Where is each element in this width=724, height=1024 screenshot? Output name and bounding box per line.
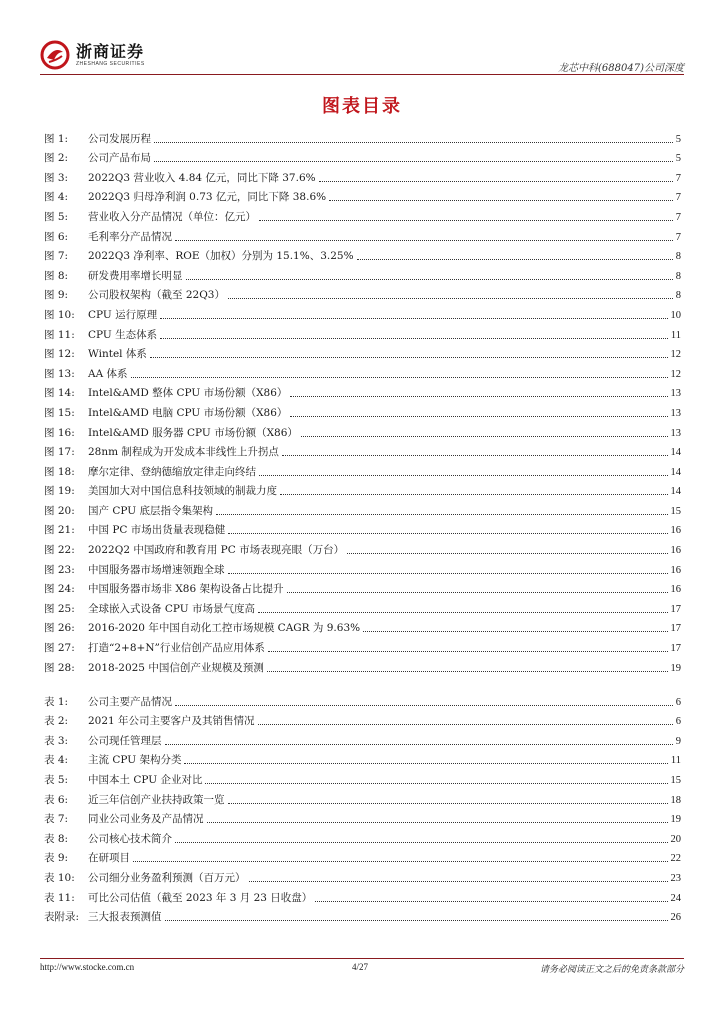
toc-entry-page: 20 <box>670 833 681 845</box>
toc-entry-title: Intel&AMD 整体 CPU 市场份额（X86） <box>88 387 288 400</box>
toc-entry-title: 公司现任管理层 <box>88 734 162 747</box>
toc-entry-title: 毛利率分产品情况 <box>88 230 172 243</box>
toc-entry-label: 图 13: <box>44 367 75 380</box>
page-title: 图表目录 <box>322 96 402 117</box>
toc-entry[interactable] <box>44 283 681 303</box>
toc-entry[interactable] <box>44 263 681 283</box>
toc-leader-dots <box>228 298 673 299</box>
toc-entry[interactable] <box>44 146 681 166</box>
toc-entry-label: 图 21: <box>44 524 75 537</box>
toc-entry-label: 图 12: <box>44 348 75 361</box>
toc-entry[interactable] <box>44 185 681 205</box>
toc-entry-title: 同业公司业务及产品情况 <box>88 813 204 826</box>
toc-leader-dots <box>165 920 668 921</box>
toc-entry-page: 19 <box>670 662 681 674</box>
toc-leader-dots <box>347 553 667 554</box>
toc-leader-dots <box>258 612 668 613</box>
toc-leader-dots <box>160 318 667 319</box>
zheshang-logo-icon <box>40 40 70 70</box>
toc-entry-title: CPU 生态体系 <box>88 328 158 341</box>
toc-entry-label: 表 5: <box>44 773 69 786</box>
toc-entry-label: 表 4: <box>44 754 69 767</box>
toc-entry-title: 营业收入分产品情况（单位：亿元） <box>88 210 256 223</box>
toc-leader-dots <box>287 592 668 593</box>
toc-entry-label: 图 24: <box>44 583 75 596</box>
toc-entry-title: 2022Q3 营业收入 4.84 亿元，同比下降 37.6% <box>88 171 316 184</box>
tables-toc <box>44 689 681 924</box>
toc-entry-label: 表 8: <box>44 832 69 845</box>
toc-entry-label: 图 14: <box>44 387 75 400</box>
toc-leader-dots <box>160 338 668 339</box>
toc-entry[interactable] <box>44 165 681 185</box>
toc-entry-label: 图 22: <box>44 544 75 557</box>
toc-entry-label: 图 18: <box>44 465 75 478</box>
toc-entry[interactable] <box>44 126 681 146</box>
toc-entry-title: 研发费用率增长明显 <box>88 269 183 282</box>
toc-entry-title: Intel&AMD 服务器 CPU 市场份额（X86） <box>88 426 298 439</box>
footer-url[interactable]: http://www.stocke.com.cn <box>40 962 135 972</box>
toc-leader-dots <box>150 357 668 358</box>
company-logo <box>40 40 145 70</box>
toc-entry-title: 美国加大对中国信息科技领域的制裁力度 <box>88 485 277 498</box>
toc-entry-title: 2022Q3 净利率、ROE（加权）分别为 15.1%、3.25% <box>88 250 354 263</box>
logo-chinese-name: 浙商证券 <box>76 41 145 61</box>
toc-entry[interactable] <box>44 885 681 905</box>
toc-entry-label: 表 11: <box>44 891 75 904</box>
toc-entry[interactable] <box>44 381 681 401</box>
toc-entry-label: 图 9: <box>44 289 69 302</box>
toc-entry-label: 图 8: <box>44 269 69 282</box>
toc-leader-dots <box>175 240 673 241</box>
toc-entry-title: 三大报表预测值 <box>88 911 162 924</box>
toc-entry-label: 图 1: <box>44 132 69 145</box>
toc-entry-page: 5 <box>675 133 681 145</box>
toc-entry[interactable] <box>44 244 681 264</box>
document-label: 龙芯中科(688047)公司深度 <box>558 63 684 74</box>
toc-entry[interactable] <box>44 655 681 675</box>
toc-entry-title: 公司股权架构（截至 22Q3） <box>88 289 225 302</box>
toc-leader-dots <box>259 220 673 221</box>
toc-entry-title: 公司主要产品情况 <box>88 695 172 708</box>
page-header <box>40 40 684 80</box>
toc-entry[interactable] <box>44 748 681 768</box>
toc-entry[interactable] <box>44 826 681 846</box>
toc-entry-label: 图 20: <box>44 504 75 517</box>
toc-entry-title: 公司发展历程 <box>88 132 151 145</box>
toc-entry-title: 中国本土 CPU 企业对比 <box>88 773 203 786</box>
toc-entry-page: 10 <box>670 309 681 321</box>
toc-entry-title: 在研项目 <box>88 852 130 865</box>
toc-leader-dots <box>315 901 667 902</box>
toc-entry-title: 中国服务器市场非 X86 架构设备占比提升 <box>88 583 284 596</box>
toc-leader-dots <box>290 396 667 397</box>
toc-entry-label: 图 11: <box>44 328 75 341</box>
toc-leader-dots <box>175 705 673 706</box>
toc-entry-title: 2022Q3 归母净利润 0.73 亿元，同比下降 38.6% <box>88 191 327 204</box>
toc-entry-label: 图 6: <box>44 230 69 243</box>
toc-leader-dots <box>228 533 667 534</box>
toc-entry[interactable] <box>44 224 681 244</box>
toc-leader-dots <box>205 783 667 784</box>
toc-entry[interactable] <box>44 322 681 342</box>
toc-entry-page: 8 <box>675 251 681 263</box>
toc-entry[interactable] <box>44 767 681 787</box>
toc-entry-label: 图 17: <box>44 446 75 459</box>
toc-leader-dots <box>290 416 667 417</box>
toc-leader-dots <box>228 803 668 804</box>
toc-entry-title: 中国服务器市场增速领跑全球 <box>88 563 225 576</box>
toc-entry-label: 表 7: <box>44 813 69 826</box>
toc-entry-title: 中国 PC 市场出货量表现稳健 <box>88 524 226 537</box>
toc-entry[interactable] <box>44 846 681 866</box>
toc-entry-title: 2022Q2 中国政府和教育用 PC 市场表现亮眼（万台） <box>88 544 345 557</box>
toc-entry-page: 6 <box>675 696 681 708</box>
toc-entry-page: 11 <box>670 329 681 341</box>
toc-entry-label: 图 15: <box>44 406 75 419</box>
toc-entry-page: 12 <box>670 349 681 361</box>
toc-entry-page: 22 <box>670 853 681 865</box>
toc-entry-page: 5 <box>675 153 681 165</box>
toc-entry-title: AA 体系 <box>88 367 128 380</box>
toc-entry-label: 图 28: <box>44 661 75 674</box>
toc-entry-page: 17 <box>670 603 681 615</box>
toc-entry[interactable] <box>44 787 681 807</box>
toc-entry-page: 16 <box>670 564 681 576</box>
toc-entry[interactable] <box>44 498 681 518</box>
toc-entry[interactable] <box>44 361 681 381</box>
toc-entry-page: 11 <box>670 755 681 767</box>
toc-entry-title: 可比公司估值（截至 2023 年 3 月 23 日收盘） <box>88 891 313 904</box>
toc-entry-title: 2016-2020 年中国自动化工控市场规模 CAGR 为 9.63% <box>88 622 361 635</box>
toc-entry[interactable] <box>44 807 681 827</box>
toc-entry[interactable] <box>44 577 681 597</box>
toc-leader-dots <box>249 881 668 882</box>
toc-entry-page: 13 <box>670 407 681 419</box>
toc-entry-page: 15 <box>670 774 681 786</box>
toc-entry[interactable] <box>44 479 681 499</box>
toc-leader-dots <box>329 200 673 201</box>
toc-leader-dots <box>363 631 667 632</box>
toc-entry-label: 图 4: <box>44 191 69 204</box>
toc-entry-label: 图 26: <box>44 622 75 635</box>
toc-leader-dots <box>280 494 668 495</box>
toc-entry[interactable] <box>44 204 681 224</box>
toc-entry-label: 图 23: <box>44 563 75 576</box>
figures-toc <box>44 126 681 675</box>
toc-entry[interactable] <box>44 420 681 440</box>
toc-entry[interactable] <box>44 537 681 557</box>
toc-leader-dots <box>301 436 668 437</box>
toc-entry[interactable] <box>44 518 681 538</box>
toc-entry-title: 公司核心技术简介 <box>88 832 172 845</box>
toc-entry-label: 图 27: <box>44 642 75 655</box>
toc-entry-page: 26 <box>670 912 681 924</box>
toc-entry-page: 14 <box>670 486 681 498</box>
toc-entry-page: 16 <box>670 584 681 596</box>
toc-entry-title: 全球嵌入式设备 CPU 市场景气度高 <box>88 602 255 615</box>
toc-entry[interactable] <box>44 635 681 655</box>
toc-entry[interactable] <box>44 342 681 362</box>
toc-entry-page: 13 <box>670 427 681 439</box>
toc-entry-page: 17 <box>670 643 681 655</box>
toc-entry-page: 13 <box>670 388 681 400</box>
toc-entry-title: CPU 运行原理 <box>88 308 158 321</box>
toc-entry-label: 图 19: <box>44 485 75 498</box>
toc-entry-title: 国产 CPU 底层指令集架构 <box>88 504 213 517</box>
toc-leader-dots <box>259 475 668 476</box>
toc-entry-title: 2021 年公司主要客户及其销售情况 <box>88 715 255 728</box>
toc-entry-page: 6 <box>675 716 681 728</box>
toc-entry-page: 7 <box>675 192 681 204</box>
toc-entry[interactable] <box>44 596 681 616</box>
toc-entry[interactable] <box>44 557 681 577</box>
toc-entry-label: 表 2: <box>44 715 69 728</box>
toc-leader-dots <box>319 181 673 182</box>
toc-leader-dots <box>207 822 668 823</box>
toc-entry[interactable] <box>44 616 681 636</box>
toc-leader-dots <box>268 651 668 652</box>
toc-entry-page: 7 <box>675 231 681 243</box>
header-divider <box>40 74 684 75</box>
toc-entry-page: 14 <box>670 466 681 478</box>
toc-leader-dots <box>165 744 673 745</box>
toc-entry-title: 28nm 制程成为开发成本非线性上升拐点 <box>88 446 279 459</box>
toc-leader-dots <box>357 259 673 260</box>
toc-entry[interactable] <box>44 905 681 925</box>
toc-entry-label: 图 5: <box>44 210 69 223</box>
toc-leader-dots <box>131 377 668 378</box>
toc-entry-page: 24 <box>670 892 681 904</box>
toc-leader-dots <box>184 763 667 764</box>
toc-entry-page: 12 <box>670 368 681 380</box>
toc-entry-page: 7 <box>675 172 681 184</box>
toc-leader-dots <box>216 514 668 515</box>
toc-leader-dots <box>154 142 673 143</box>
toc-entry-label: 表 10: <box>44 871 75 884</box>
footer-page-number: 4/27 <box>351 962 368 972</box>
toc-entry-page: 9 <box>675 735 681 747</box>
footer-disclaimer: 请务必阅读正文之后的免责条款部分 <box>539 965 684 975</box>
toc-entry[interactable] <box>44 728 681 748</box>
toc-entry-label: 图 16: <box>44 426 75 439</box>
toc-leader-dots <box>267 671 668 672</box>
toc-entry-page: 16 <box>670 545 681 557</box>
toc-entry-page: 16 <box>670 525 681 537</box>
toc-leader-dots <box>133 861 668 862</box>
toc-entry-title: 公司细分业务盈利预测（百万元） <box>88 871 246 884</box>
toc-entry-label: 图 10: <box>44 308 75 321</box>
toc-entry-title: 公司产品布局 <box>88 152 151 165</box>
toc-entry-label: 表 1: <box>44 695 69 708</box>
toc-entry-label: 图 7: <box>44 250 69 263</box>
toc-entry-label: 图 25: <box>44 602 75 615</box>
toc-entry-title: Intel&AMD 电脑 CPU 市场份额（X86） <box>88 406 288 419</box>
toc-entry-title: Wintel 体系 <box>88 348 147 361</box>
toc-entry[interactable] <box>44 400 681 420</box>
footer-divider <box>40 958 684 959</box>
toc-leader-dots <box>258 724 673 725</box>
toc-entry-page: 23 <box>670 872 681 884</box>
toc-entry-label: 图 2: <box>44 152 69 165</box>
toc-entry-label: 表 9: <box>44 852 69 865</box>
toc-entry-page: 8 <box>675 290 681 302</box>
toc-entry[interactable] <box>44 709 681 729</box>
toc-entry-title: 打造“2+8+N”行业信创产品应用体系 <box>88 642 265 655</box>
toc-leader-dots <box>175 842 668 843</box>
toc-entry[interactable] <box>44 865 681 885</box>
toc-entry-title: 主流 CPU 架构分类 <box>88 754 182 767</box>
toc-leader-dots <box>282 455 668 456</box>
toc-entry-page: 18 <box>670 794 681 806</box>
toc-entry-page: 14 <box>670 447 681 459</box>
toc-entry[interactable] <box>44 689 681 709</box>
toc-entry-label: 表 3: <box>44 734 69 747</box>
toc-entry-page: 19 <box>670 814 681 826</box>
toc-entry-title: 摩尔定律、登纳德缩放定律走向终结 <box>88 465 256 478</box>
toc-entry-page: 17 <box>670 623 681 635</box>
toc-entry[interactable] <box>44 440 681 460</box>
toc-entry-label: 表附录: <box>44 911 80 924</box>
toc-leader-dots <box>228 573 668 574</box>
toc-entry-title: 2018-2025 中国信创产业规模及预测 <box>88 661 264 674</box>
toc-entry[interactable] <box>44 459 681 479</box>
logo-english-name: ZHESHANG SECURITIES <box>76 60 145 67</box>
toc-entry-page: 7 <box>675 211 681 223</box>
toc-entry-label: 表 6: <box>44 793 69 806</box>
toc-leader-dots <box>154 161 673 162</box>
toc-entry[interactable] <box>44 302 681 322</box>
toc-entry-title: 近三年信创产业扶持政策一览 <box>88 793 225 806</box>
toc-entry-page: 8 <box>675 270 681 282</box>
toc-leader-dots <box>186 279 673 280</box>
toc-entry-label: 图 3: <box>44 171 69 184</box>
toc-entry-page: 15 <box>670 505 681 517</box>
